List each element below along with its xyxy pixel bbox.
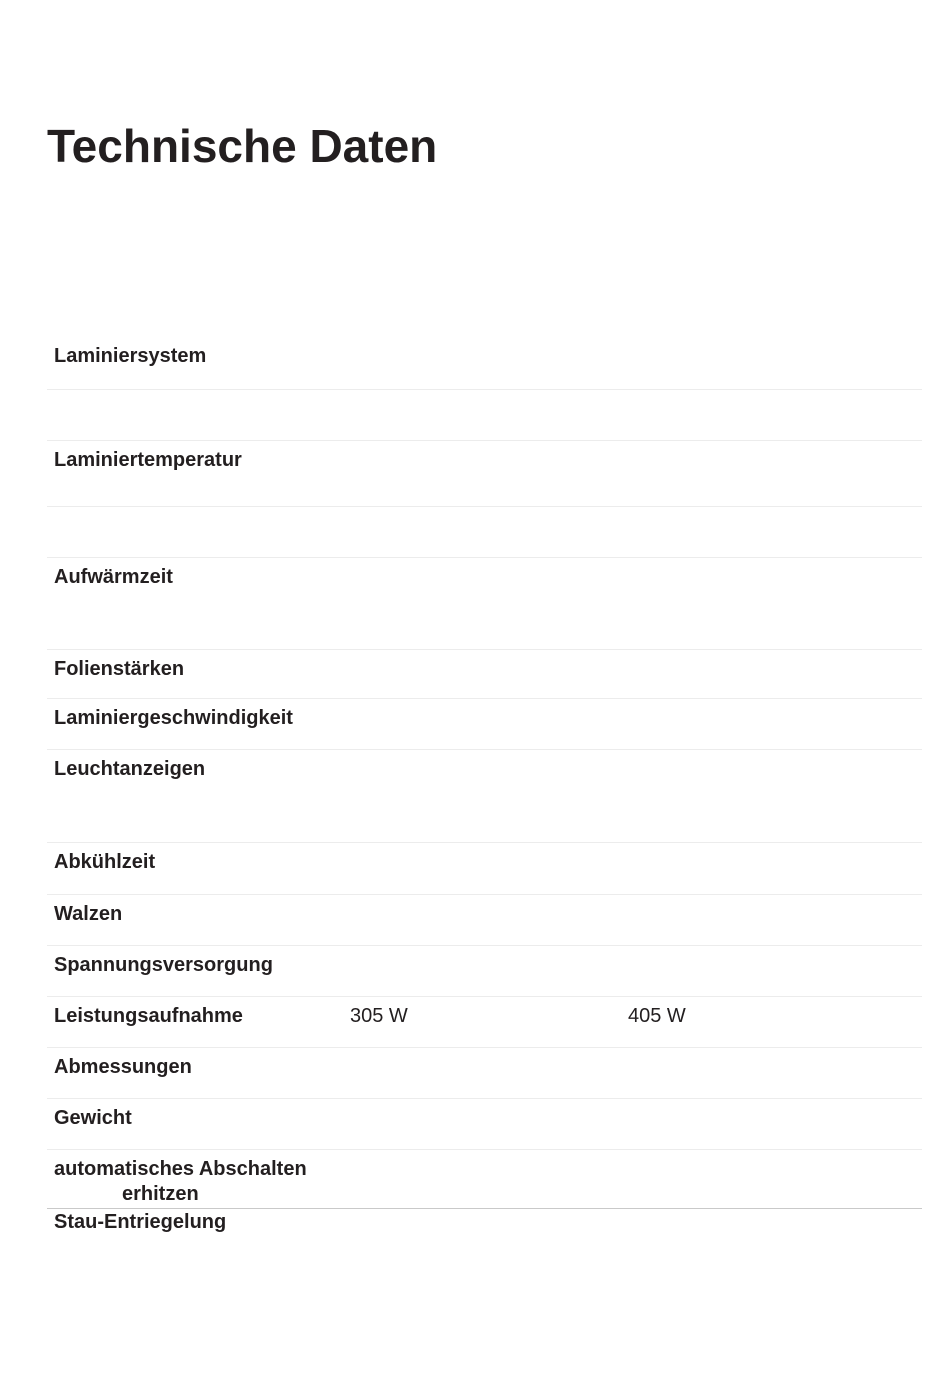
spec-value: 405 W (628, 1005, 686, 1027)
spec-label: Laminiergeschwindigkeit (54, 707, 293, 729)
spec-row-aufwaermzeit (47, 558, 922, 650)
spec-row-empty (47, 507, 922, 558)
spec-row-folienstaerken (47, 650, 922, 699)
spec-label: Stau-Entriegelung (54, 1211, 227, 1233)
spec-label: Folienstärken (54, 658, 185, 680)
spec-label: Abmessungen (54, 1056, 192, 1078)
spec-label: Leuchtanzeigen (54, 758, 206, 780)
spec-label: Aufwärmzeit (54, 566, 173, 588)
spec-label: Gewicht (54, 1107, 132, 1129)
spec-label: Spannungsversorgung (54, 954, 273, 976)
spec-row-leuchtanzeigen (47, 750, 922, 843)
spec-label-line-2: erhitzen (122, 1183, 199, 1205)
spec-label: Laminiertemperatur (54, 449, 242, 471)
spec-label: Walzen (54, 903, 123, 925)
spec-label (54, 1157, 307, 1207)
spec-row-laminiersystem (47, 337, 922, 390)
spec-row-spannungsversorgung (47, 946, 922, 997)
spec-row-leistungsaufnahme (47, 997, 922, 1048)
spec-row-abmessungen (47, 1048, 922, 1099)
spec-row-laminiergeschwindigkeit (47, 699, 922, 750)
spec-table (47, 337, 922, 1259)
spec-row-walzen (47, 895, 922, 946)
spec-label: Laminiersystem (54, 345, 207, 367)
page-title: Technische Daten (47, 120, 438, 172)
spec-label: Leistungsaufnahme (54, 1005, 243, 1027)
spec-value: 305 W (350, 1005, 408, 1027)
spec-row-automatisches-abschalten (47, 1150, 922, 1209)
spec-row-laminiertemperatur (47, 441, 922, 507)
spec-row-abkuehlzeit (47, 843, 922, 895)
spec-row-empty (47, 390, 922, 441)
spec-row-stau-entriegelung (47, 1209, 922, 1259)
spec-label-line-1: automatisches Abschalten (54, 1158, 307, 1180)
spec-label: Abkühlzeit (54, 851, 156, 873)
spec-row-gewicht (47, 1099, 922, 1150)
